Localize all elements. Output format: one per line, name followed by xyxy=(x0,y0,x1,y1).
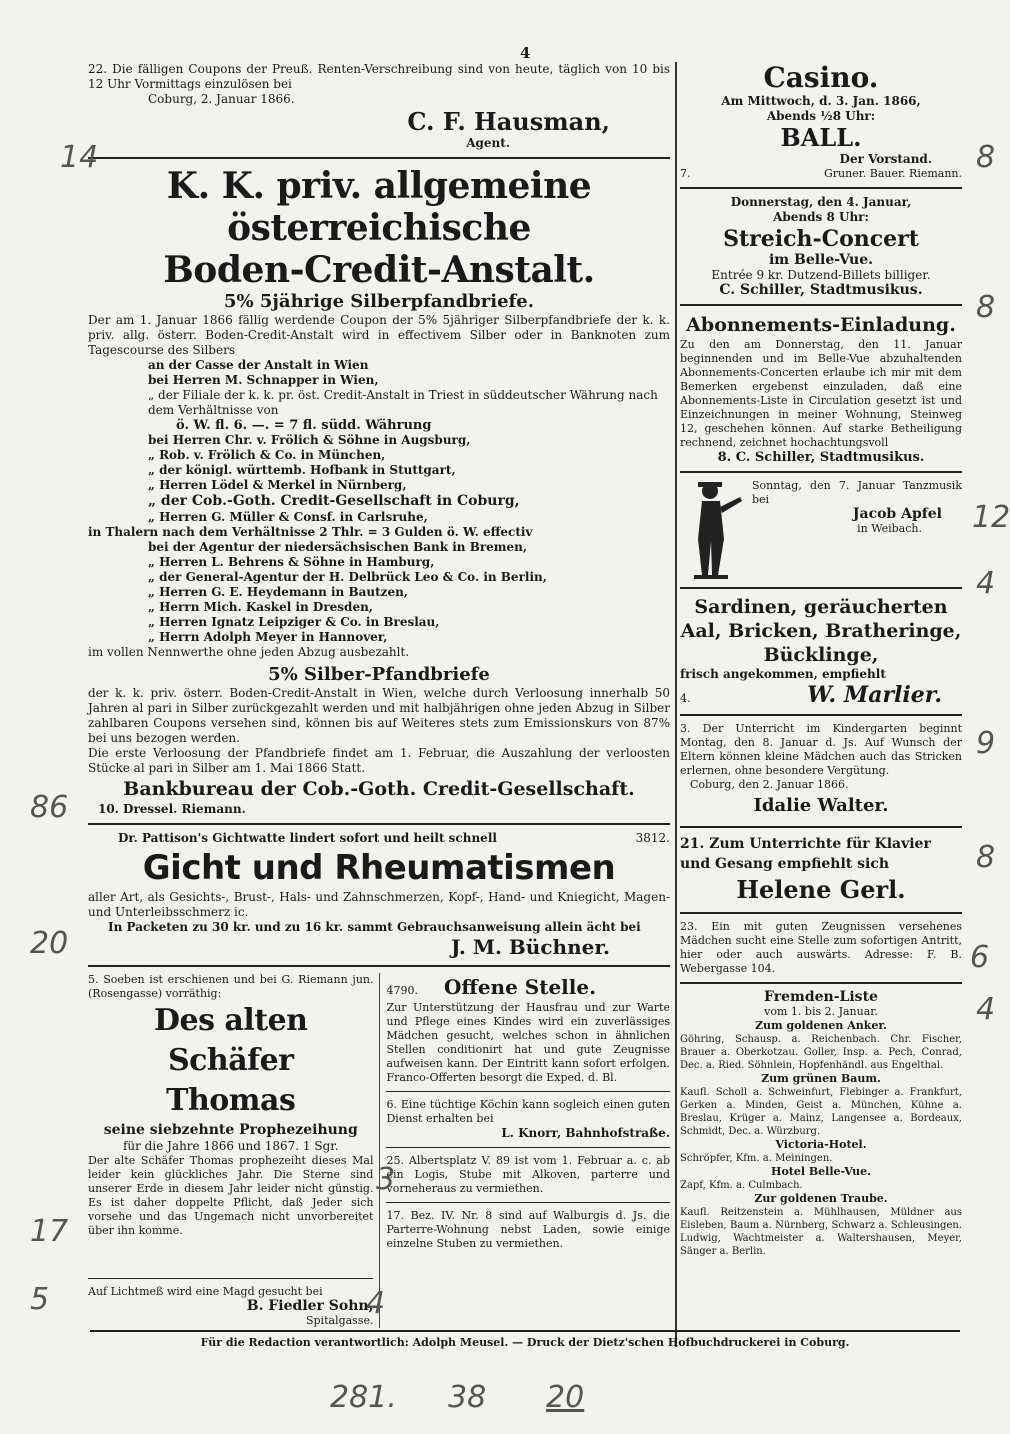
pencil-mark: 38 xyxy=(448,1380,487,1415)
concert-title: Streich-Concert xyxy=(723,226,919,252)
tanz-text: Sonntag, den 7. Januar Tanzmusik bei xyxy=(752,479,962,506)
kindergarten-text: 3. Der Unterricht im Kindergarten beginnt Montag, den 8. Januar d. Js. Auf Wunsch der Eltern können kleine Mädchen auch das Stricken erlernen, ohne besondere Vergütung. xyxy=(680,722,962,777)
sardinen-ad xyxy=(680,595,962,708)
divider xyxy=(88,823,670,825)
klavier-text-2: und Gesang empfiehlt sich xyxy=(680,856,890,872)
hausman-place: Coburg, 2. Januar 1866. xyxy=(148,92,295,106)
casino-ball: BALL. xyxy=(780,123,862,152)
pencil-mark: 4 xyxy=(976,992,996,1027)
boden-subtitle-2: 5% Silber-Pfandbriefe xyxy=(268,664,490,685)
page-number: 4 xyxy=(520,44,531,62)
right-column xyxy=(680,62,962,1258)
fremden-guests: Kaufl. Reitzenstein a. Mühlhausen, Müldner aus Eisleben, Baum a. Nürnberg, Schwarz a. Schleusingen. Ludwig, Wachtmeister a. Waltershausen, Meyer, Sänger a. Berlin. xyxy=(680,1207,962,1257)
gicht-text: aller Art, als Gesichts-, Brust-, Hals- und Zahnschmerzen, Kopf-, Hand- und Kniegicht, Magen- und Unterleibsschmerz ic. xyxy=(88,890,670,919)
fremden-guests: Schröpfer, Kfm. a. Meiningen. xyxy=(680,1153,833,1164)
pencil-mark: 3 xyxy=(376,1162,396,1197)
divider xyxy=(680,826,962,828)
magd-place: Spitalgasse. xyxy=(305,1314,374,1327)
casino-number: 7. xyxy=(680,167,691,180)
divider xyxy=(386,1091,670,1092)
left-column xyxy=(88,62,670,1328)
gicht-packets: In Packeten zu 30 kr. und zu 16 kr. sammt Gebrauchsanweisung allein ächt bei xyxy=(108,920,641,934)
magd-ad xyxy=(88,1285,373,1328)
fremden-hotel: Victoria-Hotel. xyxy=(775,1138,867,1151)
boden-line: bei der Agentur der niedersächsischen Bank in Bremen, xyxy=(148,540,528,554)
boden-line: „ Herren G. Müller & Consf. in Carlsruhe, xyxy=(148,510,428,524)
boden-line: „ Herren Ignatz Leipziger & Co. in Breslau, xyxy=(148,615,440,629)
abonnement-title: Abonnements-Einladung. xyxy=(686,314,956,336)
divider xyxy=(386,1202,670,1203)
fremden-hotel: Zum grünen Baum. xyxy=(761,1072,881,1085)
fremden-hotel: Zum goldenen Anker. xyxy=(755,1019,887,1032)
abonnement-sign: 8. C. Schiller, Stadtmusikus. xyxy=(717,450,925,465)
klavier-name: Helene Gerl. xyxy=(736,875,906,904)
casino-names: Gruner. Bauer. Riemann. xyxy=(823,167,962,180)
divider xyxy=(680,471,962,473)
fremden-hotel: Hotel Belle-Vue. xyxy=(771,1165,871,1178)
concert-ad xyxy=(680,195,962,298)
casino-line-1: Am Mittwoch, d. 3. Jan. 1866, xyxy=(721,94,921,108)
koechin-name: L. Knorr, Bahnhofstraße. xyxy=(501,1126,670,1140)
casino-title: Casino. xyxy=(763,61,879,94)
boden-line: „ der Filiale der k. k. pr. öst. Credit-Anstalt in Triest in süddeutscher Währung nach dem Verhältnisse von xyxy=(148,388,658,417)
hausman-name: C. F. Hausman, xyxy=(407,107,610,136)
divider xyxy=(88,1278,373,1279)
divider xyxy=(680,187,962,189)
sardinen-line-1: Sardinen, geräucherten xyxy=(694,596,948,618)
boden-line: in Thalern nach dem Verhältnisse 2 Thlr. = 3 Gulden ö. W. effectiv xyxy=(88,525,533,539)
pencil-mark: 20 xyxy=(30,926,69,961)
pencil-mark: 8 xyxy=(976,140,996,175)
boden-sign: 10. Dressel. Riemann. xyxy=(98,802,246,816)
divider xyxy=(680,912,962,914)
lower-right-ads xyxy=(380,973,670,1328)
pencil-mark: 281. xyxy=(330,1380,397,1415)
concert-entree: Entrée 9 kr. Dutzend-Billets billiger. xyxy=(711,268,931,282)
schaefer-subtitle: seine siebzehnte Prophezeihung xyxy=(103,1122,358,1138)
schaefer-text: Der alte Schäfer Thomas prophezeiht dieses Mal leider kein glückliches Jahr. Die Sterne sind unserer Erde in diesem Jahr leider nicht günstig. Es ist daher doppelte Pflicht, daß Jeder sich vorsehe und das Ungemach nicht unvorbereitet über ihn komme. xyxy=(88,1154,374,1237)
sardinen-line-4: frisch angekommen, empfiehlt xyxy=(680,667,886,681)
boden-line: „ Herren G. E. Heydemann in Bautzen, xyxy=(148,585,408,599)
gicht-intro: Dr. Pattison's Gichtwatte lindert sofort und heilt schnell xyxy=(118,831,497,845)
schaefer-ad xyxy=(88,973,373,1238)
gicht-title: Gicht und Rheumatismen xyxy=(142,848,616,888)
stelle-text: Zur Unterstützung der Hausfrau und zur Warte und Pflege eines Kindes wird ein zuverlässiges Mädchen gesucht, welches schon in ähnlichen Stellen conditionirt hat und gute Zeugnisse aufweisen kann. Der Eintritt kann sofort erfolgen. Franco-Offerten besorgt die Exped. d. Bl. xyxy=(386,1001,670,1084)
pencil-mark: 8 xyxy=(976,840,996,875)
logis-ad: 25. Albertsplatz V. 89 ist vom 1. Februar a. c. ab ein Logis, Stube mit Alkoven, parterre und vorneheraus zu vermiethen. xyxy=(386,1154,670,1195)
boden-subtitle: 5% 5jährige Silberpfandbriefe. xyxy=(224,291,534,312)
fremden-dates: vom 1. bis 2. Januar. xyxy=(764,1005,878,1018)
schaefer-title-1: Des alten Schäfer xyxy=(153,1003,308,1078)
musician-figure-icon xyxy=(680,479,744,581)
footer xyxy=(90,1330,960,1350)
gicht-seller: J. M. Büchner. xyxy=(451,935,610,959)
stelle-ad xyxy=(386,973,670,1085)
sardinen-number: 4. xyxy=(680,692,691,705)
pencil-mark: 5 xyxy=(30,1282,50,1317)
fremden-guests: Zapf, Kfm. a. Culmbach. xyxy=(680,1180,803,1191)
boden-title-2: Boden-Credit-Anstalt. xyxy=(163,249,595,291)
boden-line: „ Rob. v. Frölich & Co. in München, xyxy=(148,448,386,462)
schaefer-intro: 5. Soeben ist erschienen und bei G. Riemann jun. (Rosengasse) vorräthig: xyxy=(88,973,374,1000)
boden-line: „ der General-Agentur der H. Delbrück Leo & Co. in Berlin, xyxy=(148,570,547,584)
kindergarten-ad xyxy=(680,722,962,820)
gicht-number: 3812. xyxy=(635,831,670,845)
casino-ad xyxy=(680,62,962,181)
sardinen-name: W. Marlier. xyxy=(807,682,942,708)
pencil-mark: 4 xyxy=(366,1286,386,1321)
boden-line: ö. W. fl. 6. —. = 7 fl. südd. Währung xyxy=(176,418,432,433)
kindergarten-name: Idalie Walter. xyxy=(753,795,889,816)
boden-line: im vollen Nennwerthe ohne jeden Abzug ausbezahlt. xyxy=(88,645,410,659)
fremden-guests: Kaufl. Scholl a. Schweinfurt, Flebinger a. Frankfurt, Gerken a. Minden, Geist a. München, Kühne a. Breslau, Krüger a. Mainz, Langensee a. Bordeaux, Schmidt, Dec. a. Würzburg. xyxy=(680,1087,962,1137)
pencil-mark: 14 xyxy=(60,140,99,175)
concert-place: im Belle-Vue. xyxy=(768,252,873,268)
kindergarten-date: Coburg, den 2. Januar 1866. xyxy=(690,778,849,791)
divider xyxy=(88,157,670,159)
casino-vorstand: Der Vorstand. xyxy=(839,152,932,166)
stelle-number: 4790. xyxy=(386,984,418,997)
boden-line: „ Herrn Adolph Meyer in Hannover, xyxy=(148,630,388,644)
casino-line-2: Abends ½8 Uhr: xyxy=(766,109,876,123)
tanz-place: in Weibach. xyxy=(857,522,922,535)
pencil-mark: 86 xyxy=(30,790,69,825)
boden-line: „ Herren Lödel & Merkel in Nürnberg, xyxy=(148,478,407,492)
schaefer-years: für die Jahre 1866 und 1867. 1 Sgr. xyxy=(122,1139,339,1153)
concert-sign: C. Schiller, Stadtmusikus. xyxy=(719,282,923,298)
boden-line: an der Casse der Anstalt in Wien xyxy=(148,358,369,372)
boden-line: bei Herren M. Schnapper in Wien, xyxy=(148,373,379,387)
abonnement-text: Zu den am Donnerstag, den 11. Januar beginnenden und im Belle-Vue abzuhaltenden Abonnements-Concerten erlaube ich mir mit dem Bemerken ergebenst einzuladen, daß eine Abonnements-Liste in Circulation gesetzt ist und Einzeichnungen in meiner Wohnung, Steinweg 12, geschehen können. Auf starke Betheiligung rechnend, zeichnet hochachtungsvoll xyxy=(680,338,962,449)
tanz-name: Jacob Apfel xyxy=(852,506,942,522)
fremden-liste xyxy=(680,990,962,1258)
boden-text-3: Die erste Verloosung der Pfandbriefe findet am 1. Februar, die Auszahlung der verloosten Stücke al pari in Silber am 1. Mai 1866 Statt. xyxy=(88,746,670,775)
concert-line-1: Donnerstag, den 4. Januar, xyxy=(730,195,912,209)
parterre-ad: 17. Bez. IV. Nr. 8 sind auf Walburgis d. Js. die Parterre-Wohnung nebst Laden, sowie einige einzelne Stuben zu vermiethen. xyxy=(386,1209,670,1250)
footer-rule xyxy=(90,1330,960,1332)
boden-title-1: K. K. priv. allgemeine österreichische xyxy=(166,165,592,249)
boden-line: „ der königl. württemb. Hofbank in Stuttgart, xyxy=(148,463,456,477)
magd-text: Auf Lichtmeß wird eine Magd gesucht bei xyxy=(88,1285,323,1298)
pencil-mark: 12 xyxy=(972,500,1010,535)
koechin-ad xyxy=(386,1098,670,1141)
boden-bank: Bankbureau der Cob.-Goth. Credit-Gesellschaft. xyxy=(123,778,635,800)
magd-name: B. Fiedler Sohn, xyxy=(246,1298,374,1314)
fremden-guests: Göhring, Schausp. a. Reichenbach. Chr. Fischer, Brauer a. Oberkotzau. Goller, Insp. a. Pech, Conrad, Dec. a. Ried. Söhnlein, Hopfenhändl. aus Engelthal. xyxy=(680,1034,962,1071)
maedchen-ad: 23. Ein mit guten Zeugnissen versehenes Mädchen sucht eine Stelle zum sofortigen Antritt, hier oder auch auswärts. Adresse: F. B. Webergasse 104. xyxy=(680,920,962,975)
boden-line: „ Herren L. Behrens & Söhne in Hamburg, xyxy=(148,555,435,569)
boden-line: „ Herrn Mich. Kaskel in Dresden, xyxy=(148,600,373,614)
divider xyxy=(680,304,962,306)
column-divider xyxy=(675,62,677,1347)
pencil-mark: 9 xyxy=(976,726,996,761)
divider xyxy=(88,965,670,967)
divider xyxy=(386,1147,670,1148)
boden-text-2: der k. k. priv. österr. Boden-Credit-Anstalt in Wien, welche durch Verloosung innerhalb 50 Jahren al pari in Silber zurückgezahlt werden und mit halbjährigen ohne jeden Abzug in Silber zahlbaren Coupons versehen sind, können bis auf Weiteres stets zum Emissionskurs von 87% bei uns bezogen werden. xyxy=(88,686,670,745)
pencil-mark: 6 xyxy=(970,940,990,975)
pencil-mark: 4 xyxy=(976,566,996,601)
boden-credit-ad xyxy=(88,165,670,817)
sardinen-line-2: Aal, Bricken, Bratheringe, xyxy=(680,620,962,642)
boden-line: bei Herren Chr. v. Frölich & Söhne in Augsburg, xyxy=(148,433,471,447)
fremden-title: Fremden-Liste xyxy=(764,989,878,1005)
concert-line-2: Abends 8 Uhr: xyxy=(773,210,869,224)
koechin-text: 6. Eine tüchtige Köchin kann sogleich einen guten Dienst erhalten bei xyxy=(386,1098,670,1125)
fremden-hotel: Zur goldenen Traube. xyxy=(754,1192,888,1205)
pencil-mark: 8 xyxy=(976,290,996,325)
divider xyxy=(680,982,962,984)
lower-ads xyxy=(88,973,670,1328)
hausman-text: 22. Die fälligen Coupons der Preuß. Renten-Verschreibung sind von heute, täglich von 10 bis 12 Uhr Vormittags einzulösen bei xyxy=(88,62,670,91)
hausman-role: Agent. xyxy=(466,136,510,150)
tanz-ad xyxy=(680,479,962,581)
schaefer-title-2: Thomas xyxy=(166,1083,296,1118)
footer-text: Für die Redaction verantwortlich: Adolph Meusel. — Druck der Dietz'schen Hofbuchdruckerei in Coburg. xyxy=(200,1336,850,1349)
boden-line: „ der Cob.-Goth. Credit-Gesellschaft in Coburg, xyxy=(148,493,520,509)
pencil-mark: 20 xyxy=(546,1380,585,1415)
divider xyxy=(680,714,962,716)
gicht-ad xyxy=(88,831,670,959)
boden-line: Der am 1. Januar 1866 fällig werdende Coupon der 5% 5jähriger Silberpfandbriefe der k. k. priv. allg. österr. Boden-Credit-Anstalt wird in effectivem Silber oder in Banknoten zum Tagescourse des Silbers xyxy=(88,313,670,357)
hausman-ad xyxy=(88,62,670,151)
lower-left-ads xyxy=(88,973,380,1328)
stelle-title: Offene Stelle. xyxy=(443,975,597,999)
sardinen-line-3: Bücklinge, xyxy=(763,644,879,666)
klavier-ad xyxy=(680,834,962,906)
pencil-mark: 17 xyxy=(30,1214,69,1249)
divider xyxy=(680,587,962,589)
klavier-text-1: 21. Zum Unterrichte für Klavier xyxy=(680,836,931,852)
abonnement-ad xyxy=(680,312,962,465)
